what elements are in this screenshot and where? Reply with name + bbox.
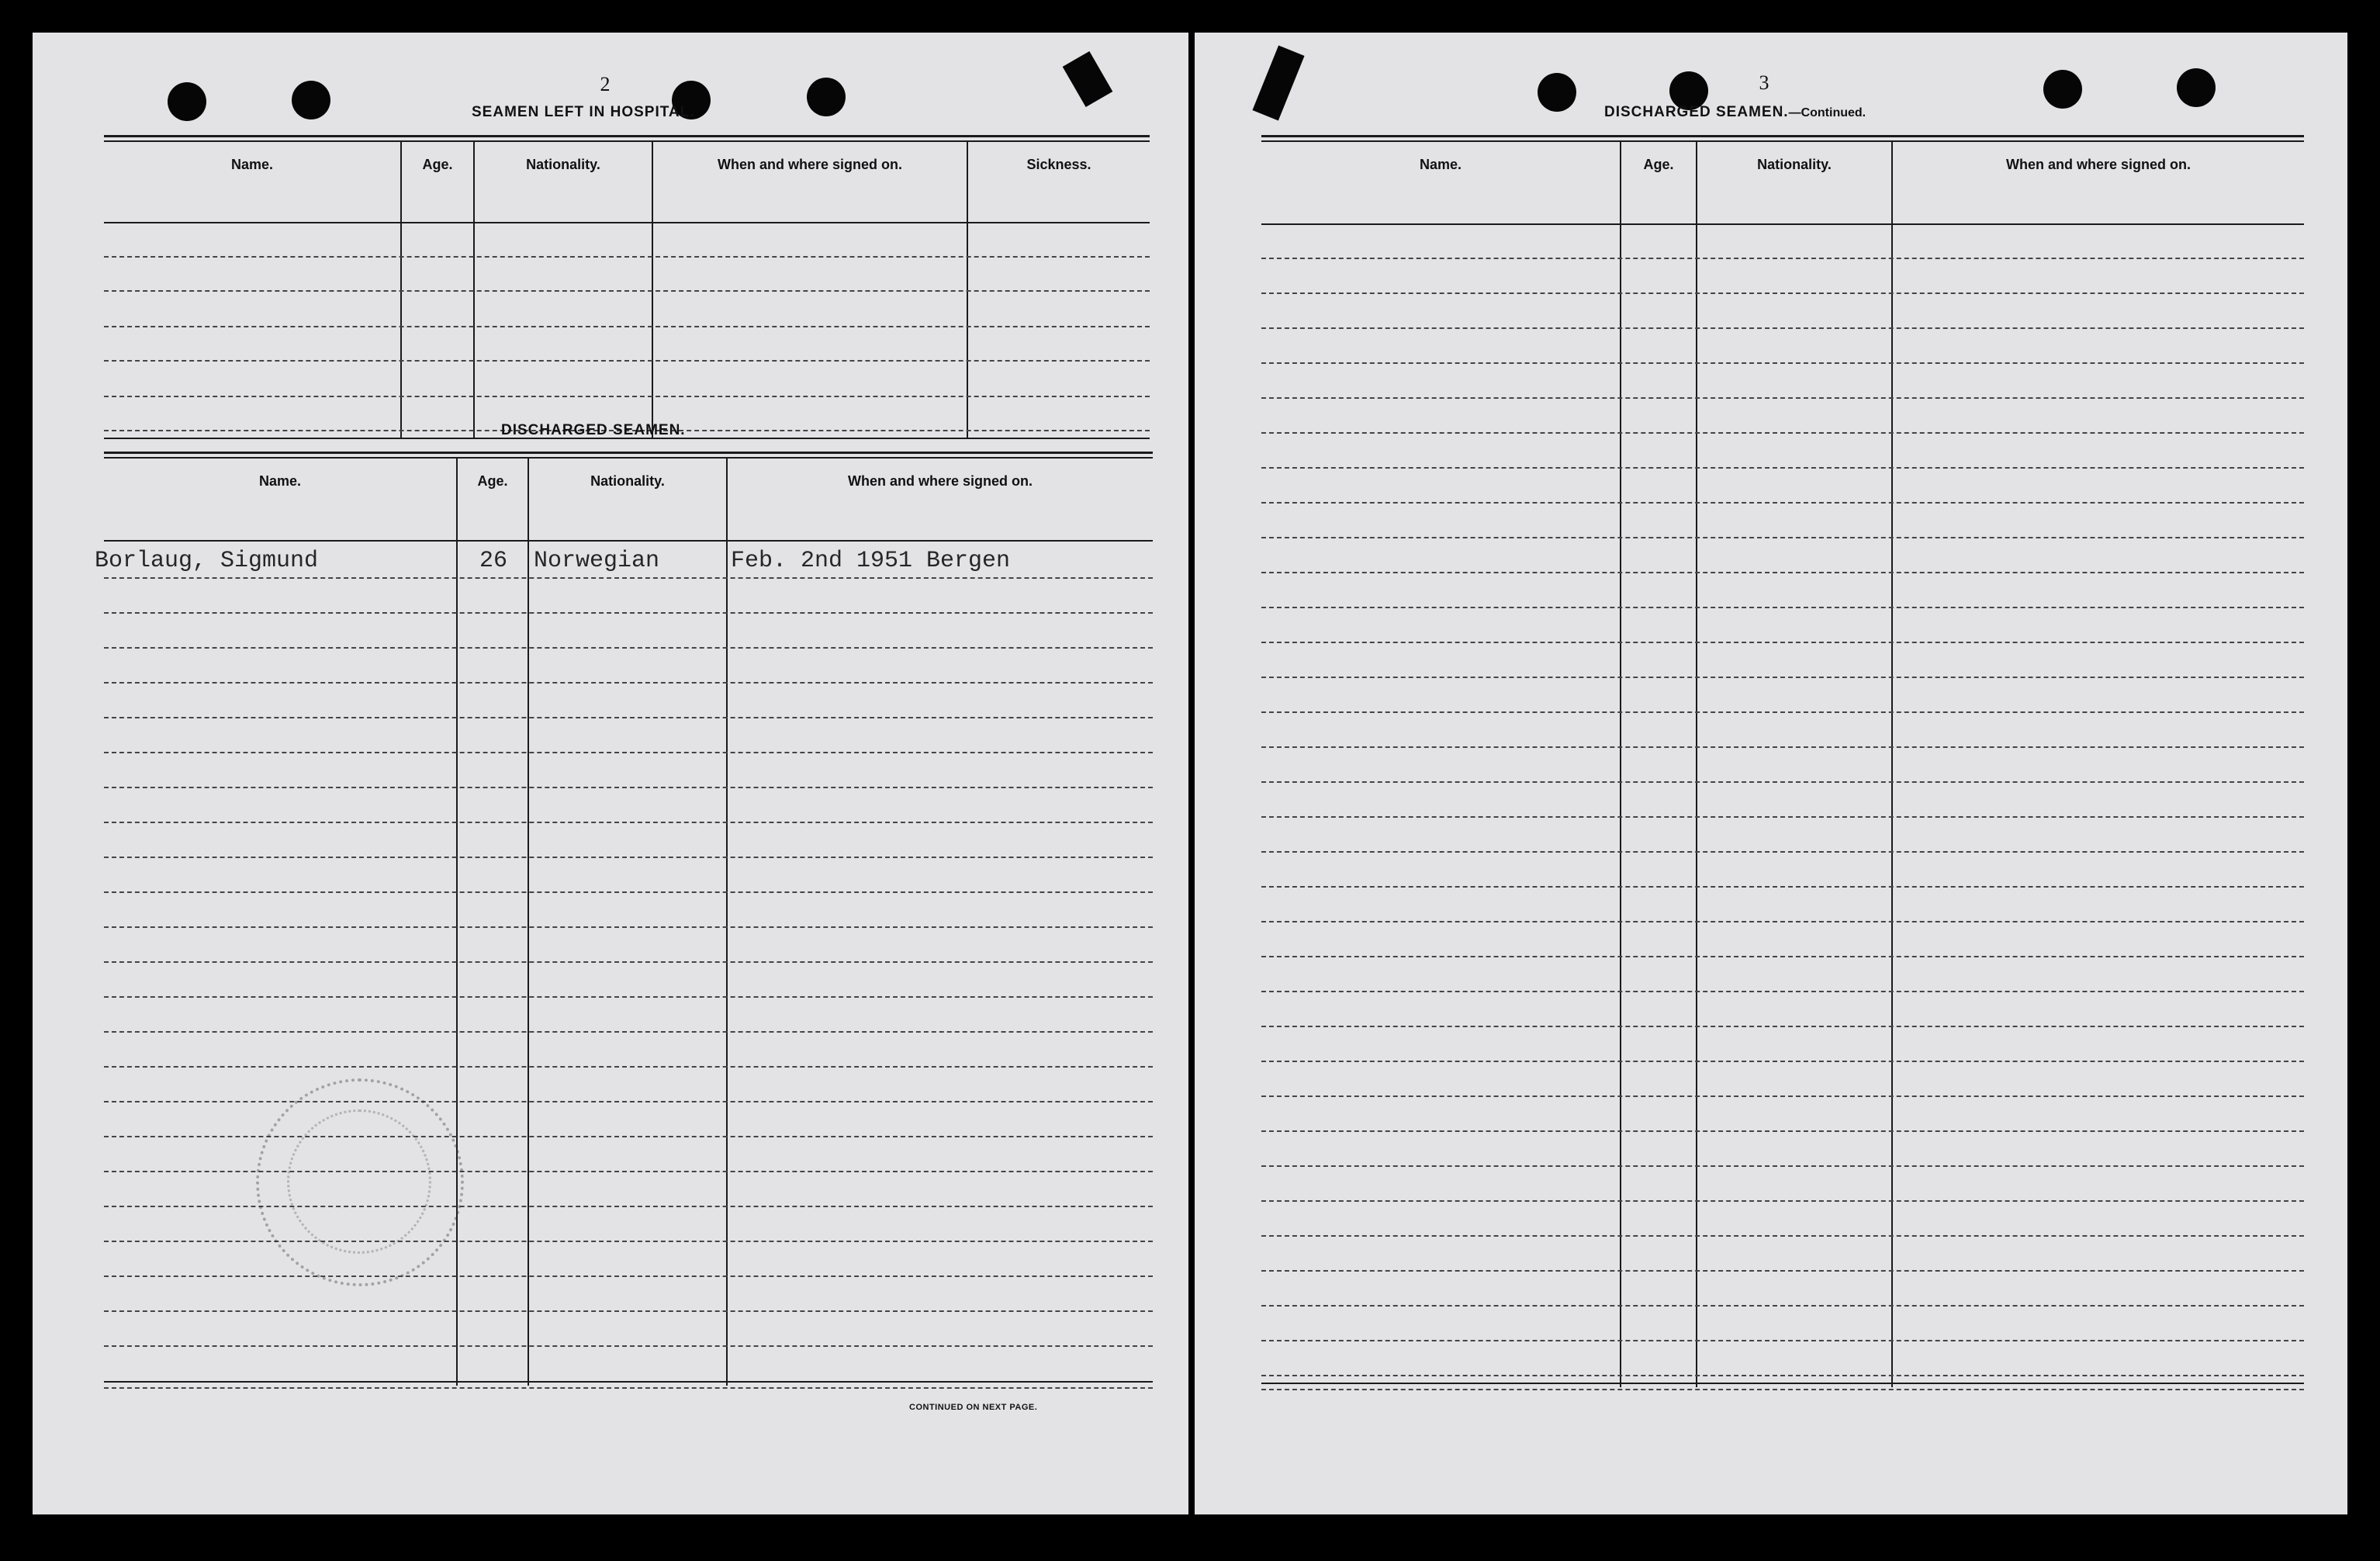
- ruled-line: [1261, 991, 2304, 992]
- column-header-signed-on: When and where signed on.: [717, 157, 903, 172]
- column-header-signed-on: When and where signed on.: [847, 473, 1033, 489]
- ruled-line: [1261, 537, 2304, 538]
- ruled-line: [1261, 1061, 2304, 1062]
- ruled-line: [104, 1345, 1153, 1347]
- ruled-line: [1261, 572, 2304, 573]
- continued-note: CONTINUED ON NEXT PAGE.: [909, 1403, 1038, 1412]
- ruled-line: [1261, 467, 2304, 469]
- ruled-line: [104, 1136, 1153, 1137]
- ruled-line: [1261, 258, 2304, 259]
- ruled-line: [1261, 1165, 2304, 1167]
- ruled-line: [104, 577, 1153, 579]
- ruled-line: [104, 752, 1153, 753]
- torn-corner: [1252, 46, 1304, 121]
- ruled-line: [1261, 1235, 2304, 1237]
- hospital-section-title: SEAMEN LEFT IN HOSPITAL.: [472, 104, 695, 120]
- ruled-line: [1261, 1340, 2304, 1341]
- ruled-line: [104, 891, 1153, 893]
- ruled-line: [104, 822, 1153, 823]
- ruled-line: [104, 290, 1150, 292]
- ruled-line: [1261, 781, 2304, 783]
- ruled-line: [104, 360, 1150, 362]
- ruled-line: [1261, 886, 2304, 888]
- ruled-line: [1261, 397, 2304, 399]
- punch-hole: [292, 81, 330, 119]
- ruled-line: [104, 326, 1150, 327]
- punch-hole: [2043, 70, 2082, 109]
- column-divider: [456, 458, 458, 1386]
- ruled-line: [1261, 1389, 2304, 1390]
- ruled-line: [104, 1031, 1153, 1033]
- ruled-line: [1261, 327, 2304, 329]
- ruled-line: [1261, 816, 2304, 818]
- ruled-line: [1261, 956, 2304, 957]
- section-title-suffix: —Continued.: [1788, 106, 1866, 119]
- ruled-line: [1261, 292, 2304, 294]
- column-header-name: Name.: [1419, 157, 1462, 172]
- entry-signed-on: Feb. 2nd 1951 Bergen: [731, 548, 1011, 574]
- ruled-line: [1261, 711, 2304, 713]
- discharged-continued-table: [1261, 135, 2304, 1426]
- discharged-section-title: DISCHARGED SEAMEN.: [501, 422, 686, 438]
- discharged-continued-title: [1604, 104, 1866, 121]
- column-header-name: Name.: [258, 473, 302, 489]
- top-rule: [1261, 140, 2304, 142]
- header-rule: [104, 540, 1153, 542]
- ruled-line: [1261, 362, 2304, 364]
- ruled-line: [104, 996, 1153, 998]
- ruled-line: [1261, 921, 2304, 922]
- right-page: [1195, 33, 2347, 1514]
- column-header-nationality: Nationality.: [526, 157, 600, 172]
- top-rule: [104, 457, 1153, 459]
- header-rule: [104, 222, 1150, 223]
- ruled-line: [1261, 1095, 2304, 1097]
- ruled-line: [104, 396, 1150, 397]
- ruled-line: [104, 612, 1153, 614]
- bottom-rule: [104, 1381, 1153, 1383]
- ruled-line: [104, 682, 1153, 684]
- hospital-table: [104, 135, 1150, 445]
- ruled-line: [104, 717, 1153, 718]
- discharged-table: [95, 452, 1153, 1488]
- column-divider: [726, 458, 728, 1386]
- ruled-line: [1261, 1026, 2304, 1027]
- ruled-line: [1261, 1375, 2304, 1376]
- column-header-nationality: Nationality.: [1757, 157, 1832, 172]
- ruled-line: [1261, 607, 2304, 608]
- column-header-age: Age.: [477, 473, 508, 489]
- ruled-line: [104, 647, 1153, 649]
- ruled-line: [1261, 642, 2304, 643]
- punch-hole: [2177, 68, 2216, 107]
- entry-nationality: Norwegian: [534, 548, 660, 574]
- ruled-line: [104, 961, 1153, 963]
- column-header-sickness: Sickness.: [1026, 157, 1091, 172]
- top-rule: [104, 140, 1150, 142]
- ruled-line: [104, 787, 1153, 788]
- entry-name: Borlaug, Sigmund: [95, 548, 319, 574]
- section-title-text: DISCHARGED SEAMEN.: [1604, 104, 1789, 120]
- ruled-line: [1261, 851, 2304, 853]
- punch-hole: [807, 78, 846, 116]
- ruled-line: [1261, 1305, 2304, 1307]
- header-rule: [1261, 223, 2304, 225]
- page-number: 2: [600, 73, 611, 95]
- ruled-line: [1261, 1270, 2304, 1272]
- punch-hole: [1538, 73, 1576, 112]
- top-rule: [1261, 135, 2304, 137]
- ruled-line: [1261, 1130, 2304, 1132]
- faded-stamp-inner-ring: [287, 1109, 431, 1254]
- ruled-line: [104, 857, 1153, 858]
- ruled-line: [104, 1310, 1153, 1312]
- ruled-line: [104, 1101, 1153, 1102]
- ruled-line: [104, 926, 1153, 928]
- ruled-line: [1261, 746, 2304, 748]
- top-rule: [104, 135, 1150, 137]
- ruled-line: [104, 1387, 1153, 1389]
- ruled-line: [1261, 432, 2304, 434]
- column-header-age: Age.: [1643, 157, 1674, 172]
- ruled-line: [104, 1241, 1153, 1242]
- ruled-line: [1261, 1200, 2304, 1202]
- column-header-name: Name.: [230, 157, 274, 172]
- page-number: 3: [1759, 71, 1769, 94]
- column-header-signed-on: When and where signed on.: [2005, 157, 2191, 172]
- column-header-nationality: Nationality.: [590, 473, 665, 489]
- left-page: [33, 33, 1188, 1514]
- ruled-line: [104, 1275, 1153, 1277]
- top-rule: [104, 452, 1153, 454]
- column-divider: [528, 458, 529, 1386]
- ruled-line: [104, 1066, 1153, 1068]
- bottom-rule: [1261, 1383, 2304, 1384]
- torn-corner: [1063, 51, 1113, 107]
- column-header-age: Age.: [422, 157, 453, 172]
- ruled-line: [104, 256, 1150, 258]
- ruled-line: [1261, 677, 2304, 678]
- entry-age: 26: [479, 548, 508, 574]
- punch-hole: [168, 82, 206, 121]
- ruled-line: [1261, 502, 2304, 504]
